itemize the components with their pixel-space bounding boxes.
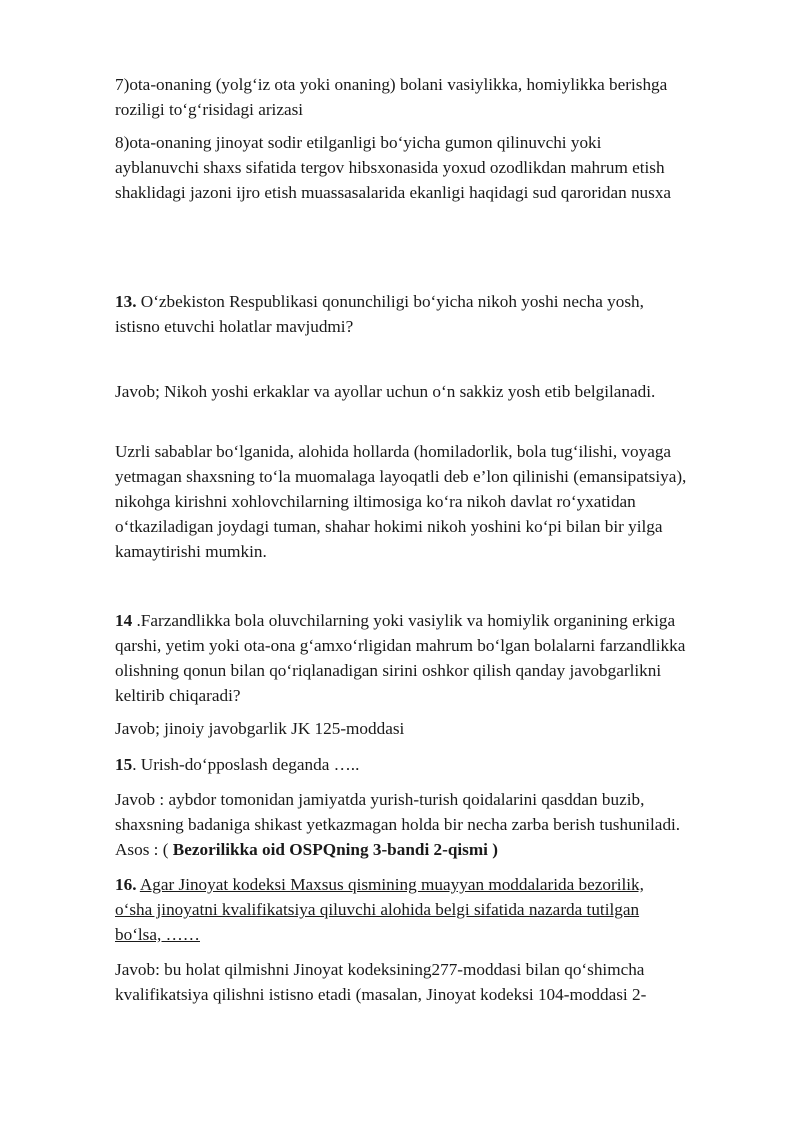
question-text: Agar Jinoyat kodeksi Maxsus qismining muayyan moddalarida bezorilik, o‘sha jinoyatni kvalifikatsiya qiluvchi alohida belgi sifatida nazarda tutilgan bo‘lsa, …… <box>115 875 644 944</box>
answer-14: Javob; jinoiy javobgarlik JK 125-moddasi <box>115 719 405 738</box>
question-14 <box>115 608 765 708</box>
answer-text: Javob : aybdor tomonidan jamiyatda yurish-turish qoidalarini qasddan buzib, shaxsning badaniga shikast yetkazmagan holda bir necha zarba berish tushuniladi. Asos : ( <box>115 790 681 859</box>
question-16 <box>115 872 765 947</box>
question-text: . Urish-do‘pposlash deganda ….. <box>132 755 360 774</box>
question-15 <box>115 752 765 777</box>
answer-13-explanation: Uzrli sabablar bo‘lganida, alohida hollarda (homiladorlik, bola tug‘ilishi, voyaga yetmagan shaxsning to‘la muomalaga layoqatli deb e’lon qilinishi (emansipatsiya), nikohga kirishni xohlovchilarning iltimosiga ko‘ra nikoh davlat ro‘yxatidan o‘tkaziladigan joydagi tuman, shahar hokimi nikoh yoshini ko‘pi bilan bir yilga kamaytirishi mumkin. <box>115 442 687 561</box>
question-13 <box>115 289 765 339</box>
question-number: 16. <box>115 875 137 894</box>
question-text: .Farzandlikka bola oluvchilarning yoki vasiylik va homiylik organining erkiga qarshi, yetim yoki ota-ona g‘amxo‘rligidan mahrum bo‘lgan bolalarni farzandlikka olishning qonun bilan qo‘riqlanadigan sirini oshkor qilish qanday javobgarlikni keltirib chiqaradi? <box>115 611 686 705</box>
document-page <box>115 72 765 1007</box>
question-number: 14 <box>115 611 133 630</box>
question-number: 15 <box>115 755 133 774</box>
answer-reference: Bezorilikka oid OSPQning 3-bandi 2-qismi ) <box>172 840 498 859</box>
list-item-8: 8)ota-onaning jinoyat sodir etilganligi bo‘yicha gumon qilinuvchi yoki ayblanuvchi shaxs sifatida tergov hibsxonasida yoxud ozodlikdan mahrum etish shaklidagi jazoni ijro etish muassasalarida ekanligi haqidagi sud qaroridan nusxa <box>115 133 672 202</box>
answer-15 <box>115 787 765 862</box>
answer-16: Javob: bu holat qilmishni Jinoyat kodeksining277-moddasi bilan qo‘shimcha kvalifikatsiya qilishni istisno etadi (masalan, Jinoyat kodeksi 104-moddasi 2- <box>115 960 647 1004</box>
question-number: 13. <box>115 292 137 311</box>
question-text: O‘zbekiston Respublikasi qonunchiligi bo‘yicha nikoh yoshi necha yosh, istisno etuvchi holatlar mavjudmi? <box>115 292 644 336</box>
answer-13: Javob; Nikoh yoshi erkaklar va ayollar uchun o‘n sakkiz yosh etib belgilanadi. <box>115 382 656 401</box>
list-item-7: 7)ota-onaning (yolg‘iz ota yoki onaning) bolani vasiylikka, homiylikka berishga roziligi to‘g‘risidagi arizasi <box>115 75 668 119</box>
